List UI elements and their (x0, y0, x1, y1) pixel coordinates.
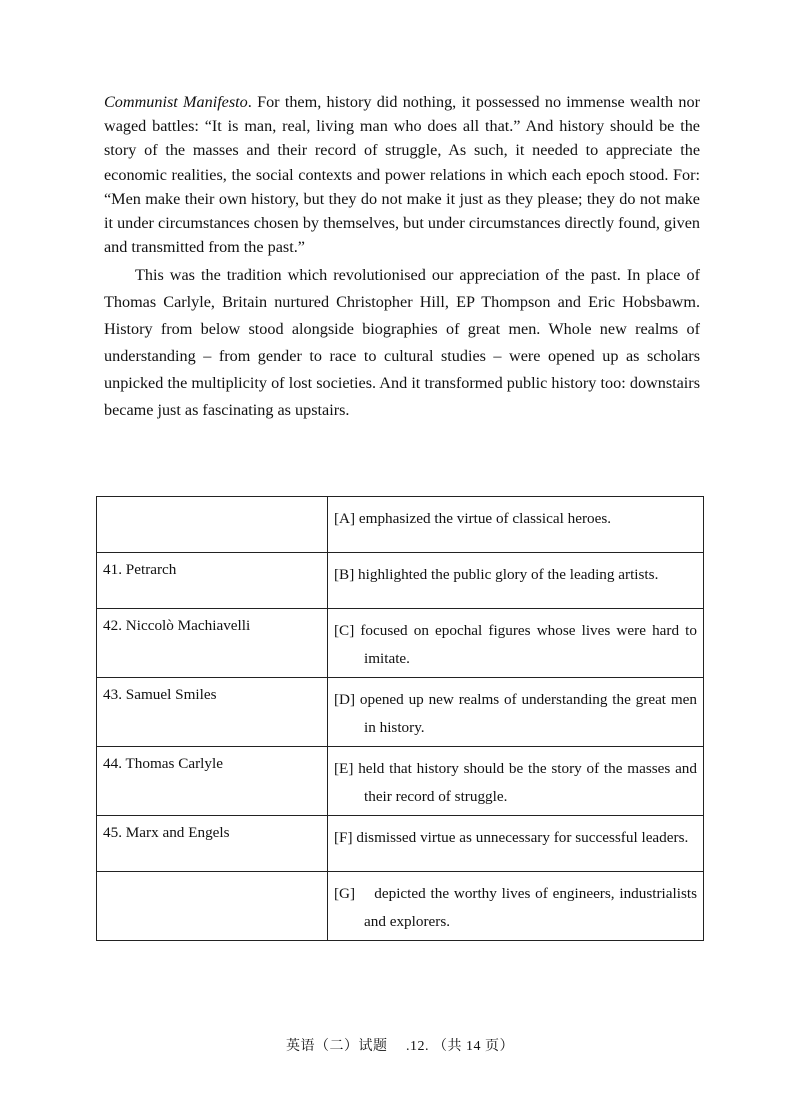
option-content (334, 561, 697, 589)
option-letter: [C] (334, 622, 355, 639)
option-cell (328, 816, 704, 872)
option-text: depicted the worthy lives of engineers, industrialists and explorers. (364, 885, 697, 930)
table-row (97, 678, 704, 747)
option-cell (328, 872, 704, 941)
option-cell (328, 609, 704, 678)
passage (104, 90, 700, 424)
option-cell (328, 747, 704, 816)
option-letter: [E] (334, 760, 354, 777)
option-letter: [B] (334, 566, 355, 583)
option-letter: [D] (334, 691, 356, 708)
option-content (334, 617, 697, 673)
option-content (334, 880, 697, 936)
option-text: focused on epochal figures whose lives were hard to imitate. (360, 622, 697, 667)
question-cell: 42. Niccolò Machiavelli (97, 609, 328, 678)
question-cell: 44. Thomas Carlyle (97, 747, 328, 816)
book-title: Communist Manifesto (104, 93, 248, 111)
table-row (97, 497, 704, 553)
option-cell (328, 497, 704, 553)
table-row (97, 553, 704, 609)
option-text: held that history should be the story of the masses and their record of struggle. (358, 760, 697, 805)
option-content (334, 505, 697, 533)
table-row (97, 747, 704, 816)
option-content (334, 824, 697, 852)
question-cell: 41. Petrarch (97, 553, 328, 609)
option-cell (328, 553, 704, 609)
page-footer: 英语（二）试题 .12. （共 14 页） (286, 1039, 514, 1054)
option-text: emphasized the virtue of classical heroes. (358, 510, 612, 527)
option-text: dismissed virtue as unnecessary for successful leaders. (356, 829, 689, 846)
paragraph-1-text: . For them, history did nothing, it possessed no immense wealth nor waged battles: “It is man, real, living man who does all that.” And history should be the story of the masses and their record of struggle, As such, it needed to appreciate the economic realities, the social contexts and power relations in which each epoch stood. For: “Men make their own history, but they do not make it just as they please; they do not make it under circumstances chosen by themselves, but under circumstances directly found, given and transmitted from the past.” (104, 93, 700, 257)
option-text: highlighted the public glory of the leading artists. (358, 566, 659, 583)
table-row (97, 816, 704, 872)
option-letter: [F] (334, 829, 353, 846)
option-text: opened up new realms of understanding the great men in history. (359, 691, 697, 736)
option-letter: [G] (334, 885, 356, 902)
question-cell: 43. Samuel Smiles (97, 678, 328, 747)
matching-table (96, 496, 704, 941)
option-letter: [A] (334, 510, 356, 527)
option-content (334, 755, 697, 811)
table-row (97, 872, 704, 941)
question-cell (97, 872, 328, 941)
passage-paragraph-2: This was the tradition which revolutionised our appreciation of the past. In place of Thomas Carlyle, Britain nurtured Christopher Hill, EP Thompson and Eric Hobsbawm. History from below stood alongside biographies of great men. Whole new realms of understanding – from gender to race to cultural studies – were opened up as scholars unpicked the multiplicity of lost societies. And it transformed public history too: downstairs became just as fascinating as upstairs. (104, 266, 700, 420)
passage-paragraph-1 (104, 90, 700, 259)
option-cell (328, 678, 704, 747)
option-content (334, 686, 697, 742)
table-row (97, 609, 704, 678)
question-cell: 45. Marx and Engels (97, 816, 328, 872)
question-cell (97, 497, 328, 553)
